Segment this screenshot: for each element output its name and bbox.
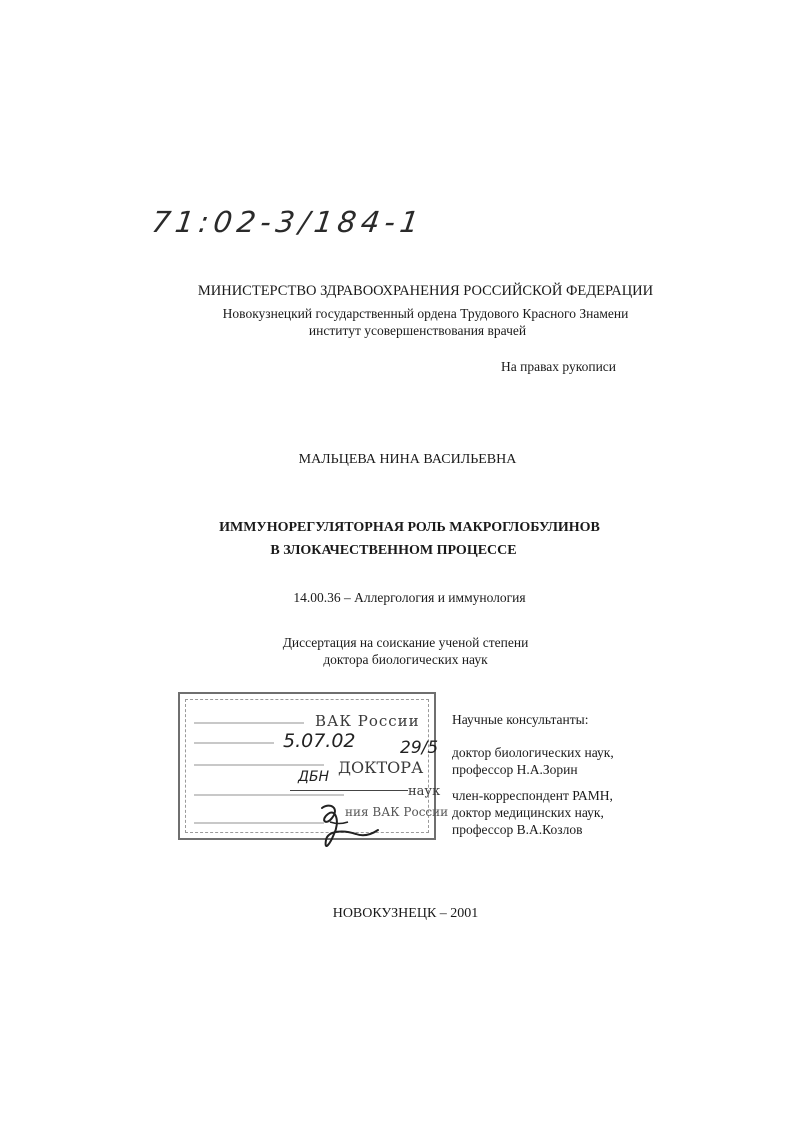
dissertation-title-line-2: В ЗЛОКАЧЕСТВЕННОМ ПРОЦЕССЕ — [270, 543, 517, 558]
consultant-1-degree: доктор биологических наук, — [452, 745, 614, 760]
stamp-faded-line — [194, 722, 304, 724]
stamp-number: 29/5 — [400, 738, 439, 758]
stamp-org-2: ния ВАК России — [345, 805, 449, 819]
consultant-1-name: профессор Н.А.Зорин — [452, 762, 578, 777]
handwritten-archive-code: 71:02-3/184-1 — [149, 205, 426, 239]
stamp-faded-line — [194, 764, 324, 766]
consultant-2-name: профессор В.А.Козлов — [452, 822, 583, 837]
stamp-faded-line — [194, 742, 274, 744]
stamp-faded-line — [194, 794, 344, 796]
stamp-degree: ДОКТОРА — [338, 758, 424, 777]
stamp-org: ВАК России — [315, 712, 420, 730]
stamp-fill-line — [290, 790, 408, 791]
consultant-2-degree: доктор медицинских наук, — [452, 805, 604, 820]
stamp-field: ДБН — [298, 769, 330, 785]
dissertation-title-line-1: ИММУНОРЕГУЛЯТОРНАЯ РОЛЬ МАКРОГЛОБУЛИНОВ — [219, 520, 600, 535]
manuscript-rights-note: На правах рукописи — [501, 359, 617, 374]
signature-icon — [300, 800, 390, 860]
ministry-heading: МИНИСТЕРСТВО ЗДРАВООХРАНЕНИЯ РОССИЙСКОЙ ФЕДЕРАЦИИ — [197, 283, 654, 299]
degree-line-1: Диссертация на соискание ученой степени — [282, 635, 529, 650]
degree-line-2: доктора биологических наук — [323, 652, 488, 667]
consultants-heading: Научные консультанты: — [452, 712, 589, 727]
institute-line-1: Новокузнецкий государственный ордена Трудового Красного Знамени — [222, 306, 629, 321]
consultant-2-title: член-корреспондент РАМН, — [452, 788, 613, 803]
institute-line-2: институт усовершенствования врачей — [308, 323, 527, 338]
author-name: МАЛЬЦЕВА НИНА ВАСИЛЬЕВНА — [298, 452, 517, 467]
stamp-date: 5.07.02 — [283, 730, 356, 752]
stamp-nauk: наук — [408, 784, 441, 799]
city-year: НОВОКУЗНЕЦК – 2001 — [332, 906, 479, 921]
specialty-code: 14.00.36 – Аллергология и иммунология — [293, 590, 526, 605]
